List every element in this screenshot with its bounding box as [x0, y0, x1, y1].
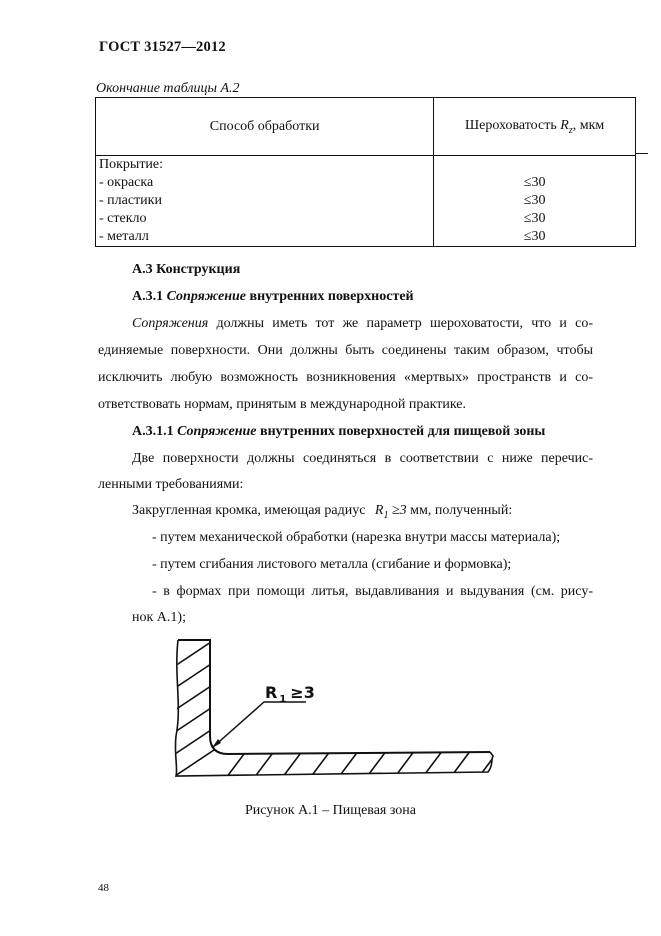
list-item: - в формах при помощи литья, выдавливания и выдувания (см. рису-: [152, 584, 593, 599]
paragraph-line: Две поверхности должны соединяться в соответствии с ниже перечис-: [132, 451, 593, 466]
cell-value: ≤30: [434, 192, 636, 210]
paragraph-line: ленными требованиями:: [98, 477, 244, 492]
table-rule-tick: [636, 153, 648, 154]
paragraph-line: Сопряжения должны иметь тот же параметр шероховатости, что и со-: [132, 316, 593, 331]
cell-value: ≤30: [434, 210, 636, 228]
figure-caption: Рисунок А.1 – Пищевая зона: [244, 803, 417, 818]
section-heading-a3: А.3 Конструкция: [132, 262, 241, 277]
table-header-row: [96, 98, 636, 156]
cell-value: [434, 156, 636, 175]
cell-method: - металл: [96, 228, 434, 247]
table-row: [96, 156, 636, 175]
cell-method: Покрытие:: [96, 156, 434, 175]
cell-method: - окраска: [96, 174, 434, 192]
paragraph-line: ответствовать нормам, принятым в международной практике.: [98, 397, 466, 412]
section-heading-a311: А.3.1.1 Сопряжение внутренних поверхностей для пищевой зоны: [132, 424, 546, 439]
document-header: ГОСТ 31527—2012: [99, 39, 226, 55]
table-caption: Окончание таблицы А.2: [96, 81, 240, 96]
section-boundary: [175, 640, 493, 776]
cell-method: - стекло: [96, 210, 434, 228]
paragraph-line: исключить любую возможность возникновения «мертвых» пространств и со-: [98, 370, 593, 385]
paragraph-line: единяемые поверхности. Они должны быть соединены таким образом, чтобы: [98, 343, 593, 358]
radius-label: R $_1$ ≥3: [265, 683, 315, 705]
list-item: нок А.1);: [132, 610, 186, 625]
list-item: - путем сгибания листового металла (сгибание и формовка);: [152, 557, 512, 572]
paragraph-line: Закругленная кромка, имеющая радиус $R_1 \ge 3$ мм, полученный:: [132, 503, 513, 521]
table-row: [96, 174, 636, 192]
cell-value: ≤30: [434, 228, 636, 247]
roughness-table: [95, 97, 636, 247]
column-header-roughness: Шероховатость $R_z$, мкм: [434, 98, 636, 156]
cell-value: ≤30: [434, 174, 636, 192]
table-row: [96, 192, 636, 210]
table-row: [96, 228, 636, 247]
leader-line: [212, 702, 306, 748]
section-heading-a31: А.3.1 Сопряжение внутренних поверхностей: [132, 289, 414, 304]
hatching: [160, 636, 502, 786]
cell-method: - пластики: [96, 192, 434, 210]
page-number: 48: [98, 882, 109, 894]
list-item: - путем механической обработки (нарезка внутри массы материала);: [152, 530, 561, 545]
table-row: [96, 210, 636, 228]
column-header-method: Способ обработки: [96, 98, 434, 156]
figure-food-zone: [160, 636, 505, 786]
